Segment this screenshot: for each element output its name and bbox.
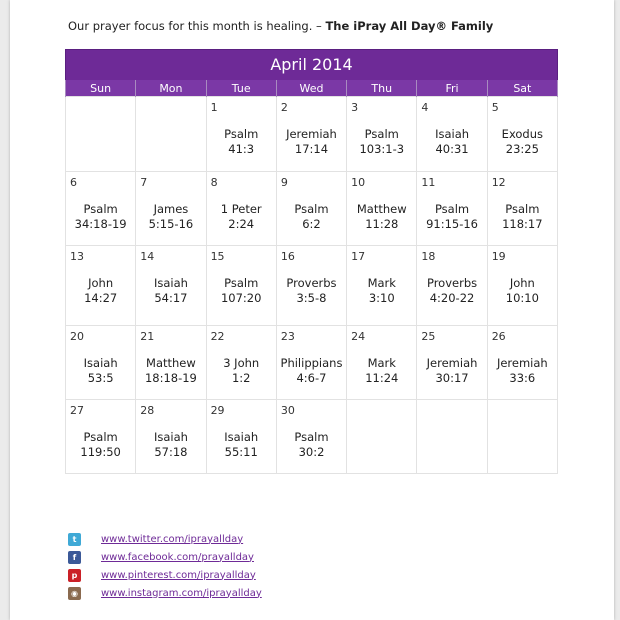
scripture-verse: 6:2: [302, 217, 321, 231]
scripture-book: Proverbs: [426, 276, 478, 290]
calendar-day-cell: [347, 246, 417, 326]
scripture-verse: 30:17: [435, 371, 469, 385]
calendar-day-cell: [136, 326, 206, 400]
scripture-verse: 10:10: [505, 291, 539, 305]
scripture-verse: 91:15-16: [426, 217, 479, 231]
day-number: 27: [70, 404, 84, 417]
social-link[interactable]: www.facebook.com/prayallday: [101, 551, 254, 563]
scripture-reading: [277, 276, 346, 306]
weekday-header-row: [66, 80, 558, 97]
day-number: 28: [140, 404, 155, 417]
scripture-reading: [347, 356, 416, 386]
calendar-week-row: [66, 246, 558, 326]
weekday-thu: Thu: [347, 80, 417, 97]
calendar-day-cell: [487, 326, 557, 400]
day-number: 11: [421, 176, 436, 189]
scripture-book: Psalm: [224, 276, 259, 290]
calendar-day-cell: [417, 400, 487, 474]
day-number: 26: [491, 330, 506, 343]
calendar-day-cell: [66, 400, 136, 474]
day-number: 1: [210, 101, 218, 114]
social-link[interactable]: www.pinterest.com/iprayallday: [101, 569, 256, 581]
scripture-reading: [136, 430, 205, 460]
scripture-reading: [488, 127, 557, 157]
scripture-book: 3 John: [223, 356, 260, 370]
scripture-book: John: [509, 276, 535, 290]
scripture-reading: [347, 276, 416, 306]
day-number: 7: [140, 176, 148, 189]
instagram-icon[interactable]: ◉: [68, 587, 81, 600]
intro-signature: The iPray All Day® Family: [325, 19, 494, 33]
scripture-reading: [207, 356, 276, 386]
calendar-day-cell: [347, 400, 417, 474]
social-links: [68, 530, 262, 602]
scripture-verse: 18:18-19: [144, 371, 197, 385]
scripture-book: Psalm: [364, 127, 399, 141]
scripture-reading: [277, 356, 346, 386]
calendar-day-cell: [417, 97, 487, 172]
scripture-reading: [417, 202, 486, 232]
scripture-book: Matthew: [356, 202, 407, 216]
scripture-reading: [136, 276, 205, 306]
day-number: 10: [351, 176, 366, 189]
scripture-book: Psalm: [294, 430, 329, 444]
calendar-week-row: [66, 400, 558, 474]
scripture-book: Psalm: [83, 202, 118, 216]
calendar-week-row: [66, 172, 558, 246]
scripture-reading: [66, 430, 135, 460]
scripture-verse: 4:6-7: [296, 371, 327, 385]
calendar-week-row: [66, 326, 558, 400]
scripture-book: Matthew: [146, 356, 196, 370]
scripture-verse: 4:20-22: [429, 291, 475, 305]
scripture-verse: 119:50: [80, 445, 121, 459]
calendar-day-cell: [417, 172, 487, 246]
facebook-icon[interactable]: f: [68, 551, 81, 564]
day-number: 19: [491, 250, 506, 263]
scripture-book: Mark: [367, 356, 396, 370]
calendar-day-cell: [206, 326, 276, 400]
social-link-row: [68, 548, 262, 566]
scripture-reading: [207, 127, 276, 157]
scripture-reading: [488, 276, 557, 306]
scripture-verse: 17:14: [294, 142, 329, 156]
scripture-verse: 40:31: [435, 142, 469, 156]
calendar-grid: [65, 80, 558, 474]
calendar-day-cell: [276, 400, 346, 474]
scripture-book: Mark: [367, 276, 396, 290]
scripture-book: Isaiah: [83, 356, 118, 370]
weekday-wed: Wed: [276, 80, 346, 97]
day-number: 5: [491, 101, 499, 114]
scripture-verse: 14:27: [84, 291, 118, 305]
scripture-book: James: [153, 202, 189, 216]
weekday-fri: Fri: [417, 80, 487, 97]
scripture-book: Jeremiah: [426, 356, 478, 370]
scripture-reading: [488, 202, 557, 232]
scripture-book: Proverbs: [286, 276, 337, 290]
day-number: 14: [140, 250, 155, 263]
scripture-book: Psalm: [434, 202, 470, 216]
social-link-row: [68, 584, 262, 602]
scripture-reading: [347, 202, 416, 232]
scripture-verse: 3:5-8: [296, 291, 327, 305]
day-number: 2: [280, 101, 288, 114]
weekday-sun: Sun: [66, 80, 136, 97]
scripture-verse: 3:10: [368, 291, 395, 305]
calendar-day-cell: [66, 172, 136, 246]
weekday-mon: Mon: [136, 80, 206, 97]
calendar: [65, 49, 558, 474]
scripture-book: Psalm: [294, 202, 329, 216]
calendar-day-cell: [206, 97, 276, 172]
scripture-book: Jeremiah: [286, 127, 337, 141]
scripture-verse: 57:18: [154, 445, 188, 459]
calendar-day-cell: [66, 97, 136, 172]
scripture-reading: [207, 430, 276, 460]
document-page: [10, 0, 614, 620]
scripture-reading: [417, 276, 486, 306]
calendar-day-cell: [417, 246, 487, 326]
day-number: 30: [280, 404, 295, 417]
day-number: 23: [280, 330, 295, 343]
scripture-verse: 5:15-16: [148, 217, 194, 231]
scripture-verse: 103:1-3: [359, 142, 405, 156]
scripture-reading: [277, 202, 346, 232]
day-number: 8: [210, 176, 218, 189]
scripture-verse: 34:18-19: [74, 217, 127, 231]
calendar-day-cell: [276, 326, 346, 400]
scripture-verse: 30:2: [298, 445, 325, 459]
scripture-reading: [277, 430, 346, 460]
scripture-reading: [207, 202, 276, 232]
intro-line: [68, 19, 493, 33]
day-number: 4: [421, 101, 429, 114]
twitter-icon[interactable]: t: [68, 533, 81, 546]
calendar-day-cell: [487, 97, 557, 172]
calendar-day-cell: [206, 400, 276, 474]
scripture-book: Jeremiah: [496, 356, 548, 370]
calendar-day-cell: [276, 246, 346, 326]
scripture-verse: 107:20: [220, 291, 262, 305]
scripture-verse: 54:17: [154, 291, 188, 305]
calendar-day-cell: [66, 246, 136, 326]
scripture-book: Psalm: [224, 127, 259, 141]
scripture-verse: 11:24: [365, 371, 399, 385]
social-link[interactable]: www.twitter.com/iprayallday: [101, 533, 244, 545]
scripture-book: Exodus: [501, 127, 544, 141]
calendar-day-cell: [206, 246, 276, 326]
scripture-verse: 2:24: [228, 217, 255, 231]
scripture-reading: [207, 276, 276, 306]
scripture-reading: [277, 127, 346, 157]
scripture-verse: 53:5: [87, 371, 114, 385]
scripture-book: Psalm: [83, 430, 118, 444]
scripture-reading: [66, 276, 135, 306]
scripture-verse: 33:6: [509, 371, 536, 385]
day-number: 25: [421, 330, 436, 343]
scripture-book: John: [88, 276, 114, 290]
weekday-sat: Sat: [487, 80, 557, 97]
intro-text: Our prayer focus for this month is healing. –: [68, 19, 322, 33]
calendar-day-cell: [487, 172, 557, 246]
scripture-verse: 41:3: [228, 142, 255, 156]
scripture-verse: 55:11: [224, 445, 258, 459]
scripture-reading: [417, 127, 486, 157]
calendar-day-cell: [417, 326, 487, 400]
day-number: 6: [70, 176, 77, 189]
pinterest-icon[interactable]: p: [68, 569, 81, 582]
day-number: 21: [140, 330, 155, 343]
calendar-day-cell: [487, 400, 557, 474]
scripture-book: Isaiah: [224, 430, 259, 444]
scripture-book: 1 Peter: [220, 202, 262, 216]
scripture-reading: [66, 356, 135, 386]
day-number: 12: [491, 176, 506, 189]
weekday-tue: Tue: [206, 80, 276, 97]
scripture-book: Isaiah: [153, 430, 188, 444]
day-number: 15: [210, 250, 225, 263]
scripture-verse: 23:25: [505, 142, 539, 156]
scripture-reading: [66, 202, 135, 232]
day-number: 16: [280, 250, 295, 263]
calendar-day-cell: [66, 326, 136, 400]
scripture-book: Isaiah: [153, 276, 188, 290]
calendar-day-cell: [487, 246, 557, 326]
calendar-day-cell: [136, 400, 206, 474]
social-link-row: [68, 566, 262, 584]
social-link-row: [68, 530, 262, 548]
calendar-day-cell: [136, 172, 206, 246]
scripture-book: Psalm: [505, 202, 540, 216]
day-number: 13: [70, 250, 84, 263]
calendar-week-row: [66, 97, 558, 172]
calendar-body: [66, 97, 558, 474]
scripture-book: Philippians: [280, 356, 343, 370]
calendar-title: April 2014: [65, 49, 558, 80]
calendar-day-cell: [206, 172, 276, 246]
scripture-reading: [136, 202, 205, 232]
calendar-day-cell: [136, 246, 206, 326]
calendar-day-cell: [347, 326, 417, 400]
scripture-reading: [417, 356, 486, 386]
scripture-verse: 11:28: [365, 217, 399, 231]
scripture-reading: [347, 127, 416, 157]
calendar-day-cell: [276, 97, 346, 172]
scripture-verse: 118:17: [502, 217, 543, 231]
calendar-day-cell: [347, 97, 417, 172]
scripture-reading: [136, 356, 205, 386]
day-number: 20: [70, 330, 84, 343]
day-number: 18: [421, 250, 436, 263]
scripture-reading: [488, 356, 557, 386]
scripture-book: Isaiah: [435, 127, 470, 141]
day-number: 22: [210, 330, 225, 343]
calendar-day-cell: [136, 97, 206, 172]
day-number: 3: [351, 101, 359, 114]
calendar-day-cell: [347, 172, 417, 246]
social-link[interactable]: www.instagram.com/iprayallday: [101, 587, 262, 599]
day-number: 24: [351, 330, 366, 343]
calendar-day-cell: [276, 172, 346, 246]
day-number: 29: [210, 404, 225, 417]
day-number: 17: [351, 250, 366, 263]
scripture-verse: 1:2: [231, 371, 251, 385]
day-number: 9: [280, 176, 288, 189]
